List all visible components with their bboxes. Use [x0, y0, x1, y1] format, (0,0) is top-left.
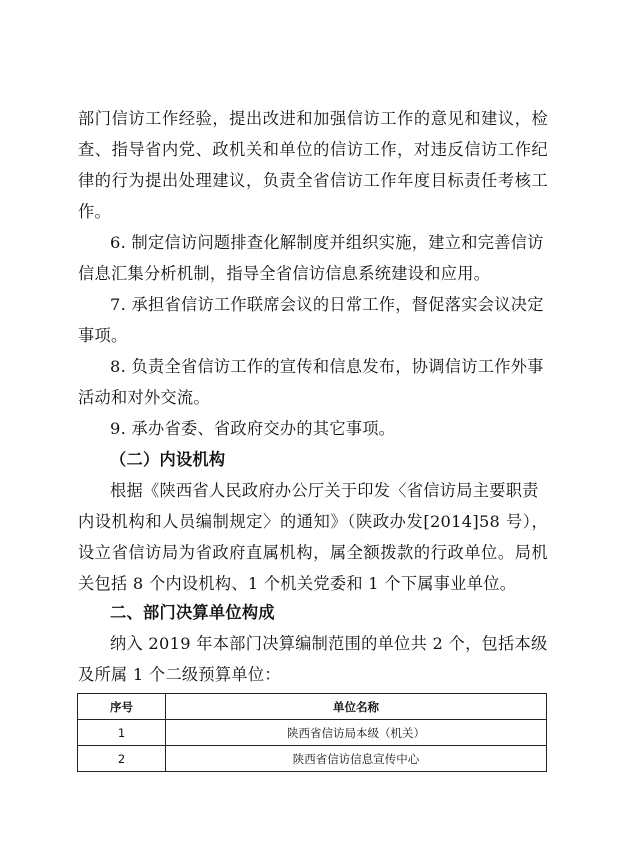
paragraph-line: 9. 承办省委、省政府交办的其它事项。 — [110, 419, 396, 438]
paragraph-line: 6. 制定信访问题排查化解制度并组织实施，建立和完善信访 — [110, 233, 544, 252]
section-heading: （二）内设机构 — [110, 450, 226, 469]
paragraph-line: 律的行为提出处理建议，负责全省信访工作年度目标责任考核工 — [78, 171, 548, 190]
paragraph-line: 活动和对外交流。 — [78, 388, 210, 407]
paragraph-line: 关包括 8 个内设机构、1 个机关党委和 1 个下属事业单位。 — [78, 574, 517, 593]
paragraph-line: 部门信访工作经验，提出改进和加强信访工作的意见和建议，检 — [78, 109, 548, 128]
paragraph-line: 查、指导省内党、政机关和单位的信访工作，对违反信访工作纪 — [78, 140, 548, 159]
table-cell-unit-name: 陕西省信访信息宣传中心 — [166, 746, 547, 772]
paragraph-line: 8. 负责全省信访工作的宣传和信息发布，协调信访工作外事 — [110, 357, 544, 376]
paragraph-line: 信息汇集分析机制，指导全省信访信息系统建设和应用。 — [78, 264, 491, 283]
section-heading: 二、部门决算单位构成 — [110, 603, 275, 622]
paragraph-line: 纳入 2019 年本部门决算编制范围的单位共 2 个，包括本级 — [110, 634, 548, 653]
paragraph-line: 设立省信访局为省政府直属机构，属全额拨款的行政单位。局机 — [78, 543, 548, 562]
paragraph-line: 内设机构和人员编制规定〉的通知》（陕政办发[2014]58 号）， — [78, 512, 548, 531]
table-cell-index: 2 — [78, 746, 166, 772]
paragraph-line: 根据《陕西省人民政府办公厅关于印发〈省信访局主要职责 — [110, 481, 539, 500]
paragraph-line: 7. 承担省信访工作联席会议的日常工作，督促落实会议决定 — [110, 295, 544, 314]
column-header-unit-name: 单位名称 — [166, 694, 547, 720]
table-cell-unit-name: 陕西省信访局本级（机关） — [166, 720, 547, 746]
column-header-index: 序号 — [78, 694, 166, 720]
paragraph-line: 及所属 1 个二级预算单位： — [78, 665, 281, 684]
units-table — [77, 693, 547, 772]
table-cell-index: 1 — [78, 720, 166, 746]
table-header-row — [78, 694, 547, 720]
paragraph-line: 作。 — [78, 202, 111, 221]
table-row — [78, 746, 547, 772]
paragraph-line: 事项。 — [78, 326, 128, 345]
table-row — [78, 720, 547, 746]
